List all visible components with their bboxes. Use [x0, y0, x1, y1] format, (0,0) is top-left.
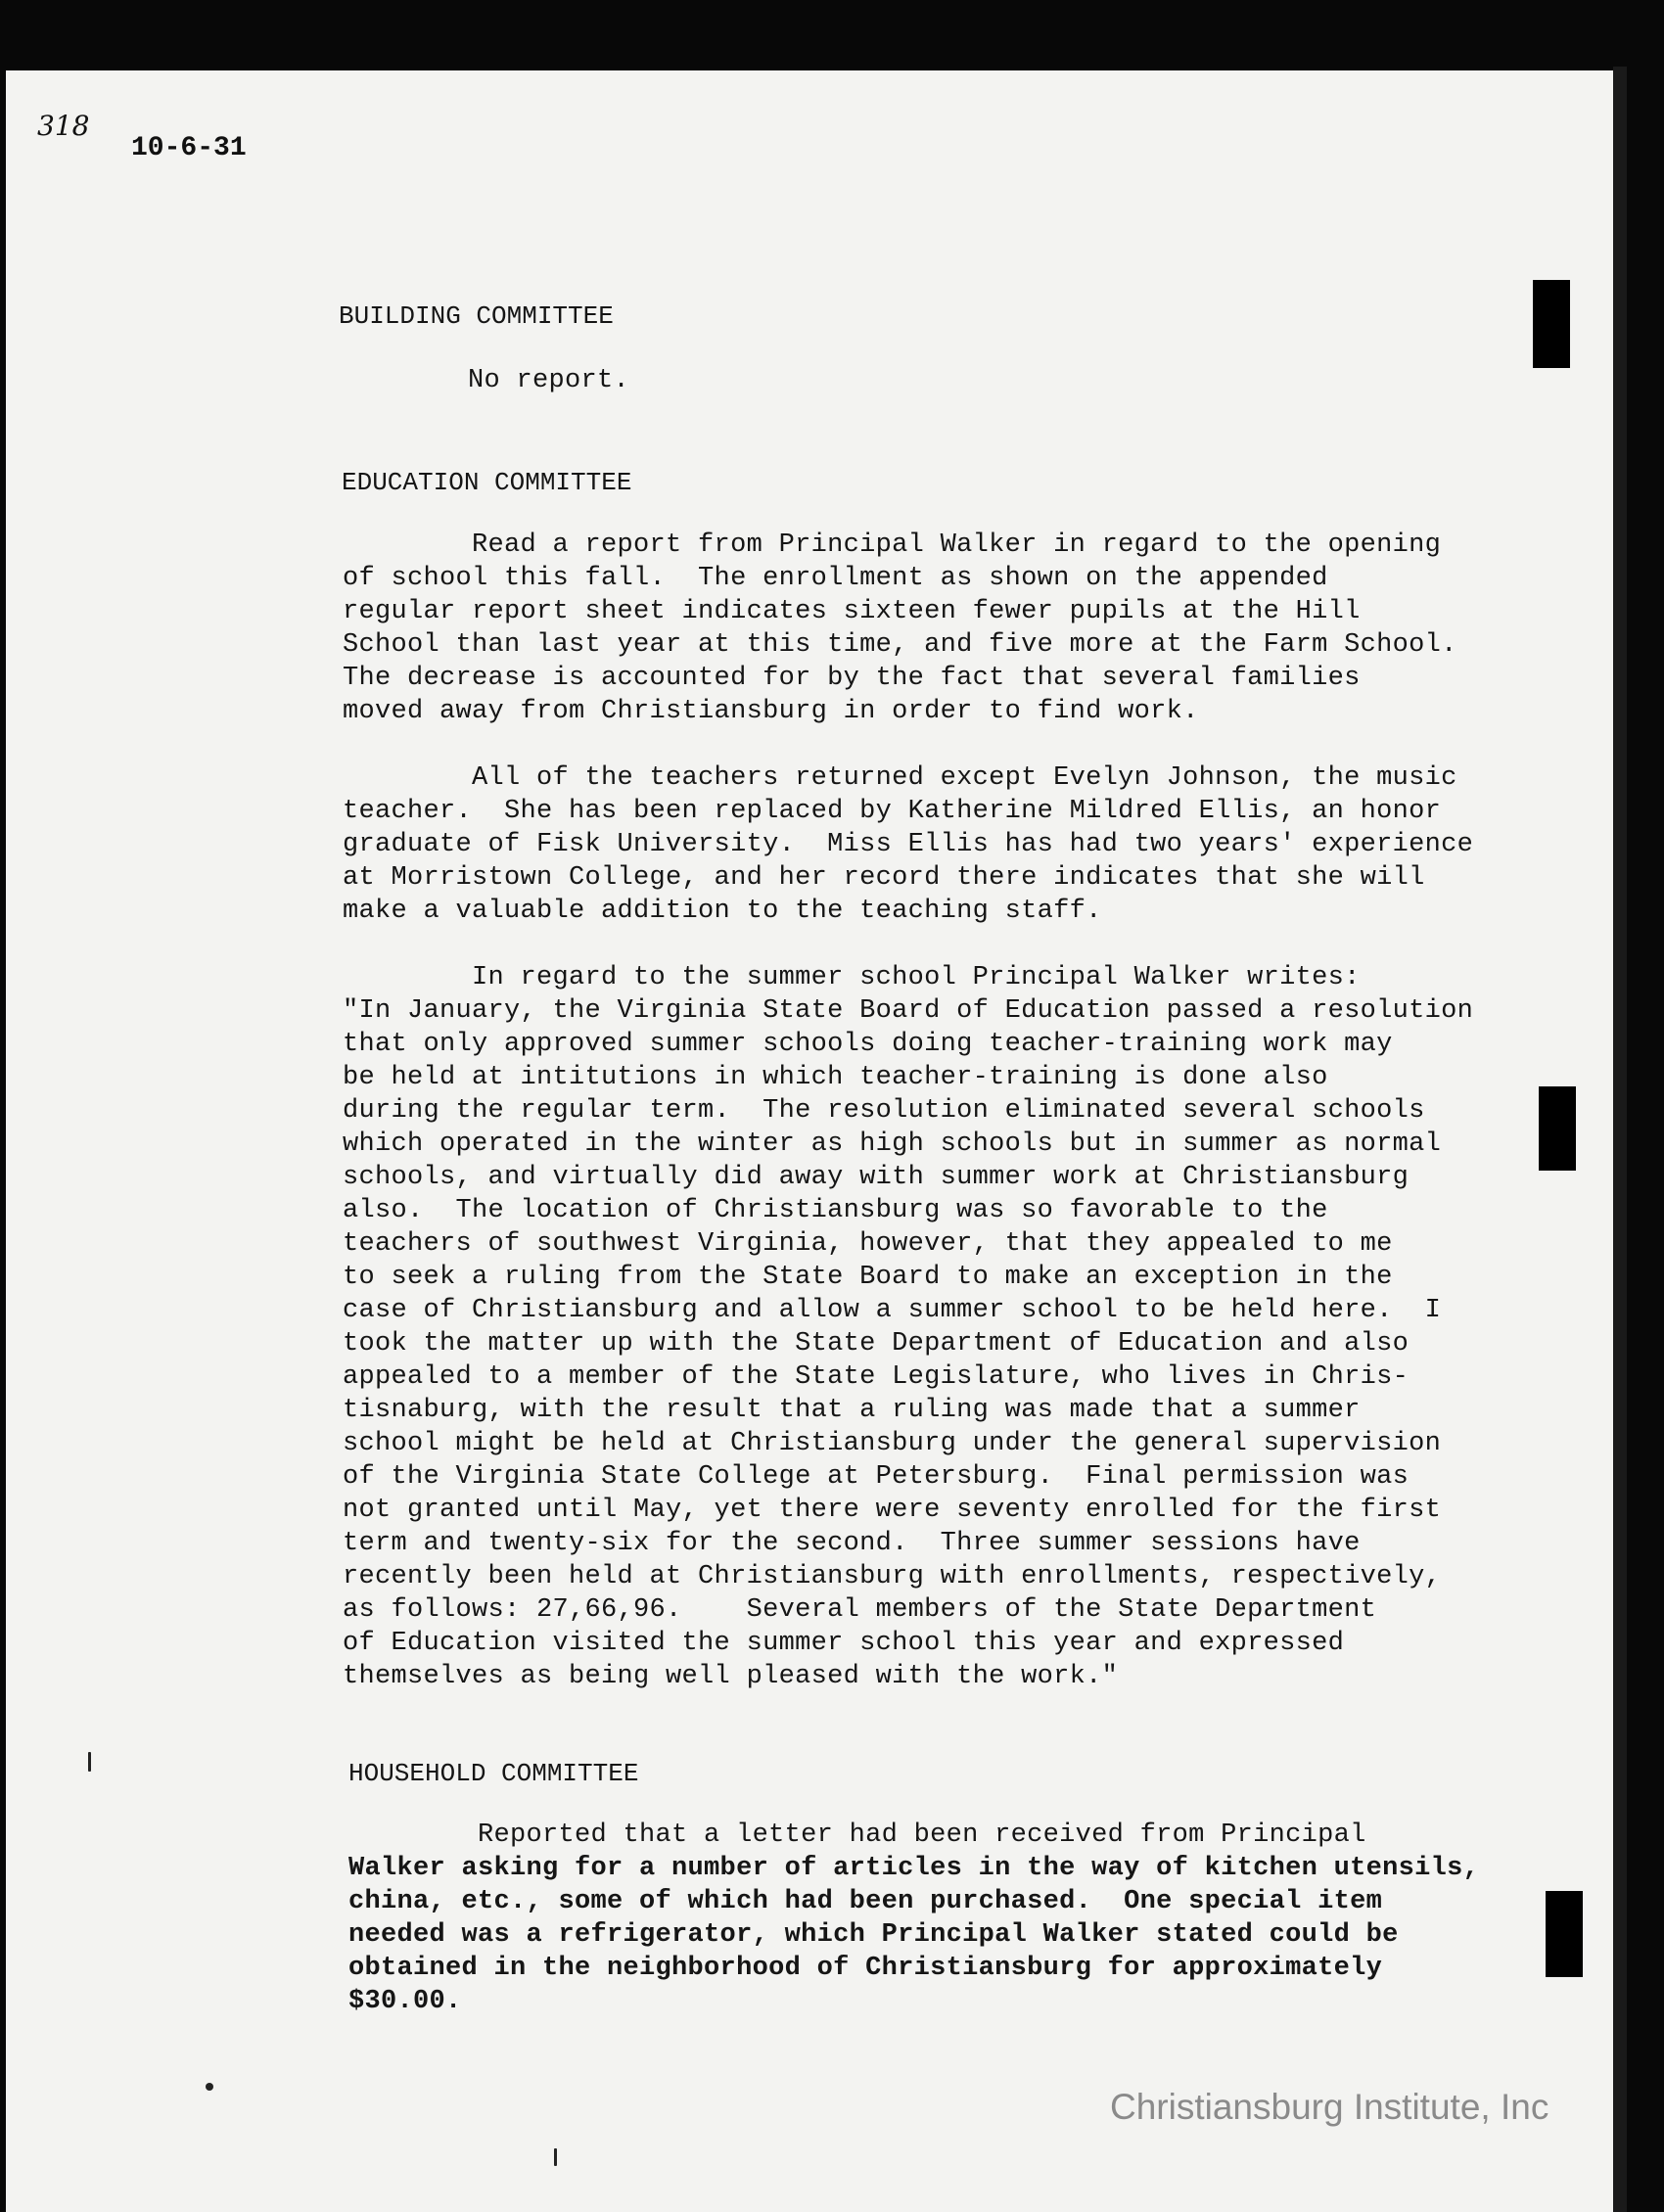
- text-line: themselves as being well pleased with the work.": [343, 1662, 1119, 1691]
- text-line: which operated in the winter as high schools but in summer as normal: [343, 1129, 1442, 1159]
- text-line: recently been held at Christiansburg with enrollments, respectively,: [343, 1562, 1442, 1591]
- text-line: during the regular term. The resolution eliminated several schools: [343, 1096, 1425, 1126]
- education-committee-heading: EDUCATION COMMITTEE: [342, 468, 632, 497]
- text-line: case of Christiansburg and allow a summer school to be held here. I: [343, 1296, 1442, 1325]
- text-line: teachers of southwest Virginia, however, that they appealed to me: [343, 1229, 1393, 1259]
- text-line: "In January, the Virginia State Board of Education passed a resolution: [343, 996, 1474, 1026]
- scan-registration-mark: [1533, 280, 1570, 368]
- text-line: school might be held at Christiansburg under the general supervision: [343, 1429, 1442, 1458]
- text-line: The decrease is accounted for by the fact that several families: [343, 664, 1361, 693]
- text-line: make a valuable addition to the teaching staff.: [343, 897, 1102, 926]
- text-line: needed was a refrigerator, which Principal Walker stated could be: [348, 1920, 1399, 1950]
- text-line: Read a report from Principal Walker in regard to the opening: [343, 530, 1442, 560]
- text-line: of Education visited the summer school this year and expressed: [343, 1629, 1345, 1658]
- household-committee-heading: HOUSEHOLD COMMITTEE: [348, 1759, 639, 1788]
- building-committee-heading: BUILDING COMMITTEE: [339, 301, 614, 331]
- institution-watermark: Christiansburg Institute, Inc: [1110, 2087, 1549, 2127]
- text-line: $30.00.: [348, 1987, 462, 2016]
- scan-registration-mark: [1546, 1891, 1583, 1977]
- text-line: appealed to a member of the State Legislature, who lives in Chris-: [343, 1362, 1410, 1392]
- text-line: be held at intitutions in which teacher-training is done also: [343, 1063, 1328, 1092]
- text-line: obtained in the neighborhood of Christiansburg for approximately: [348, 1954, 1383, 1983]
- text-line: that only approved summer schools doing teacher-training work may: [343, 1030, 1393, 1059]
- text-line: at Morristown College, and her record there indicates that she will: [343, 863, 1425, 893]
- text-line: moved away from Christiansburg in order to find work.: [343, 697, 1199, 726]
- text-line: of school this fall. The enrollment as shown on the appended: [343, 564, 1328, 593]
- text-line: as follows: 27,66,96. Several members of the State Department: [343, 1595, 1377, 1625]
- text-line: Reported that a letter had been received from Principal: [348, 1820, 1366, 1850]
- scan-speck: [88, 1752, 91, 1772]
- building-line-0: No report.: [339, 366, 630, 395]
- text-line: not granted until May, yet there were seventy enrolled for the first: [343, 1496, 1442, 1525]
- text-line: graduate of Fisk University. Miss Ellis has had two years' experience: [343, 830, 1474, 859]
- text-line: In regard to the summer school Principal Walker writes:: [343, 963, 1361, 992]
- text-line: china, etc., some of which had been purchased. One special item: [348, 1887, 1383, 1916]
- scan-speck: [554, 2148, 557, 2166]
- scan-registration-mark: [1539, 1086, 1576, 1171]
- text-line: took the matter up with the State Department of Education and also: [343, 1329, 1410, 1359]
- text-line: tisnaburg, with the result that a ruling was made that a summer: [343, 1396, 1361, 1425]
- handwritten-page-number: 318: [37, 110, 90, 142]
- document-date: 10-6-31: [131, 133, 247, 163]
- text-line: to seek a ruling from the State Board to make an exception in the: [343, 1263, 1393, 1292]
- page-edge-shadow: [1613, 67, 1627, 2212]
- text-line: Walker asking for a number of articles in the way of kitchen utensils,: [348, 1854, 1480, 1883]
- text-line: School than last year at this time, and five more at the Farm School.: [343, 630, 1457, 660]
- text-line: term and twenty-six for the second. Three summer sessions have: [343, 1529, 1361, 1558]
- text-line: All of the teachers returned except Evelyn Johnson, the music: [343, 763, 1457, 793]
- scan-speck: [206, 2083, 213, 2091]
- text-line: schools, and virtually did away with summer work at Christiansburg: [343, 1163, 1410, 1192]
- text-line: regular report sheet indicates sixteen fewer pupils at the Hill: [343, 597, 1361, 626]
- text-line: also. The location of Christiansburg was so favorable to the: [343, 1196, 1328, 1225]
- text-line: teacher. She has been replaced by Katherine Mildred Ellis, an honor: [343, 797, 1442, 826]
- text-line: of the Virginia State College at Petersburg. Final permission was: [343, 1462, 1410, 1492]
